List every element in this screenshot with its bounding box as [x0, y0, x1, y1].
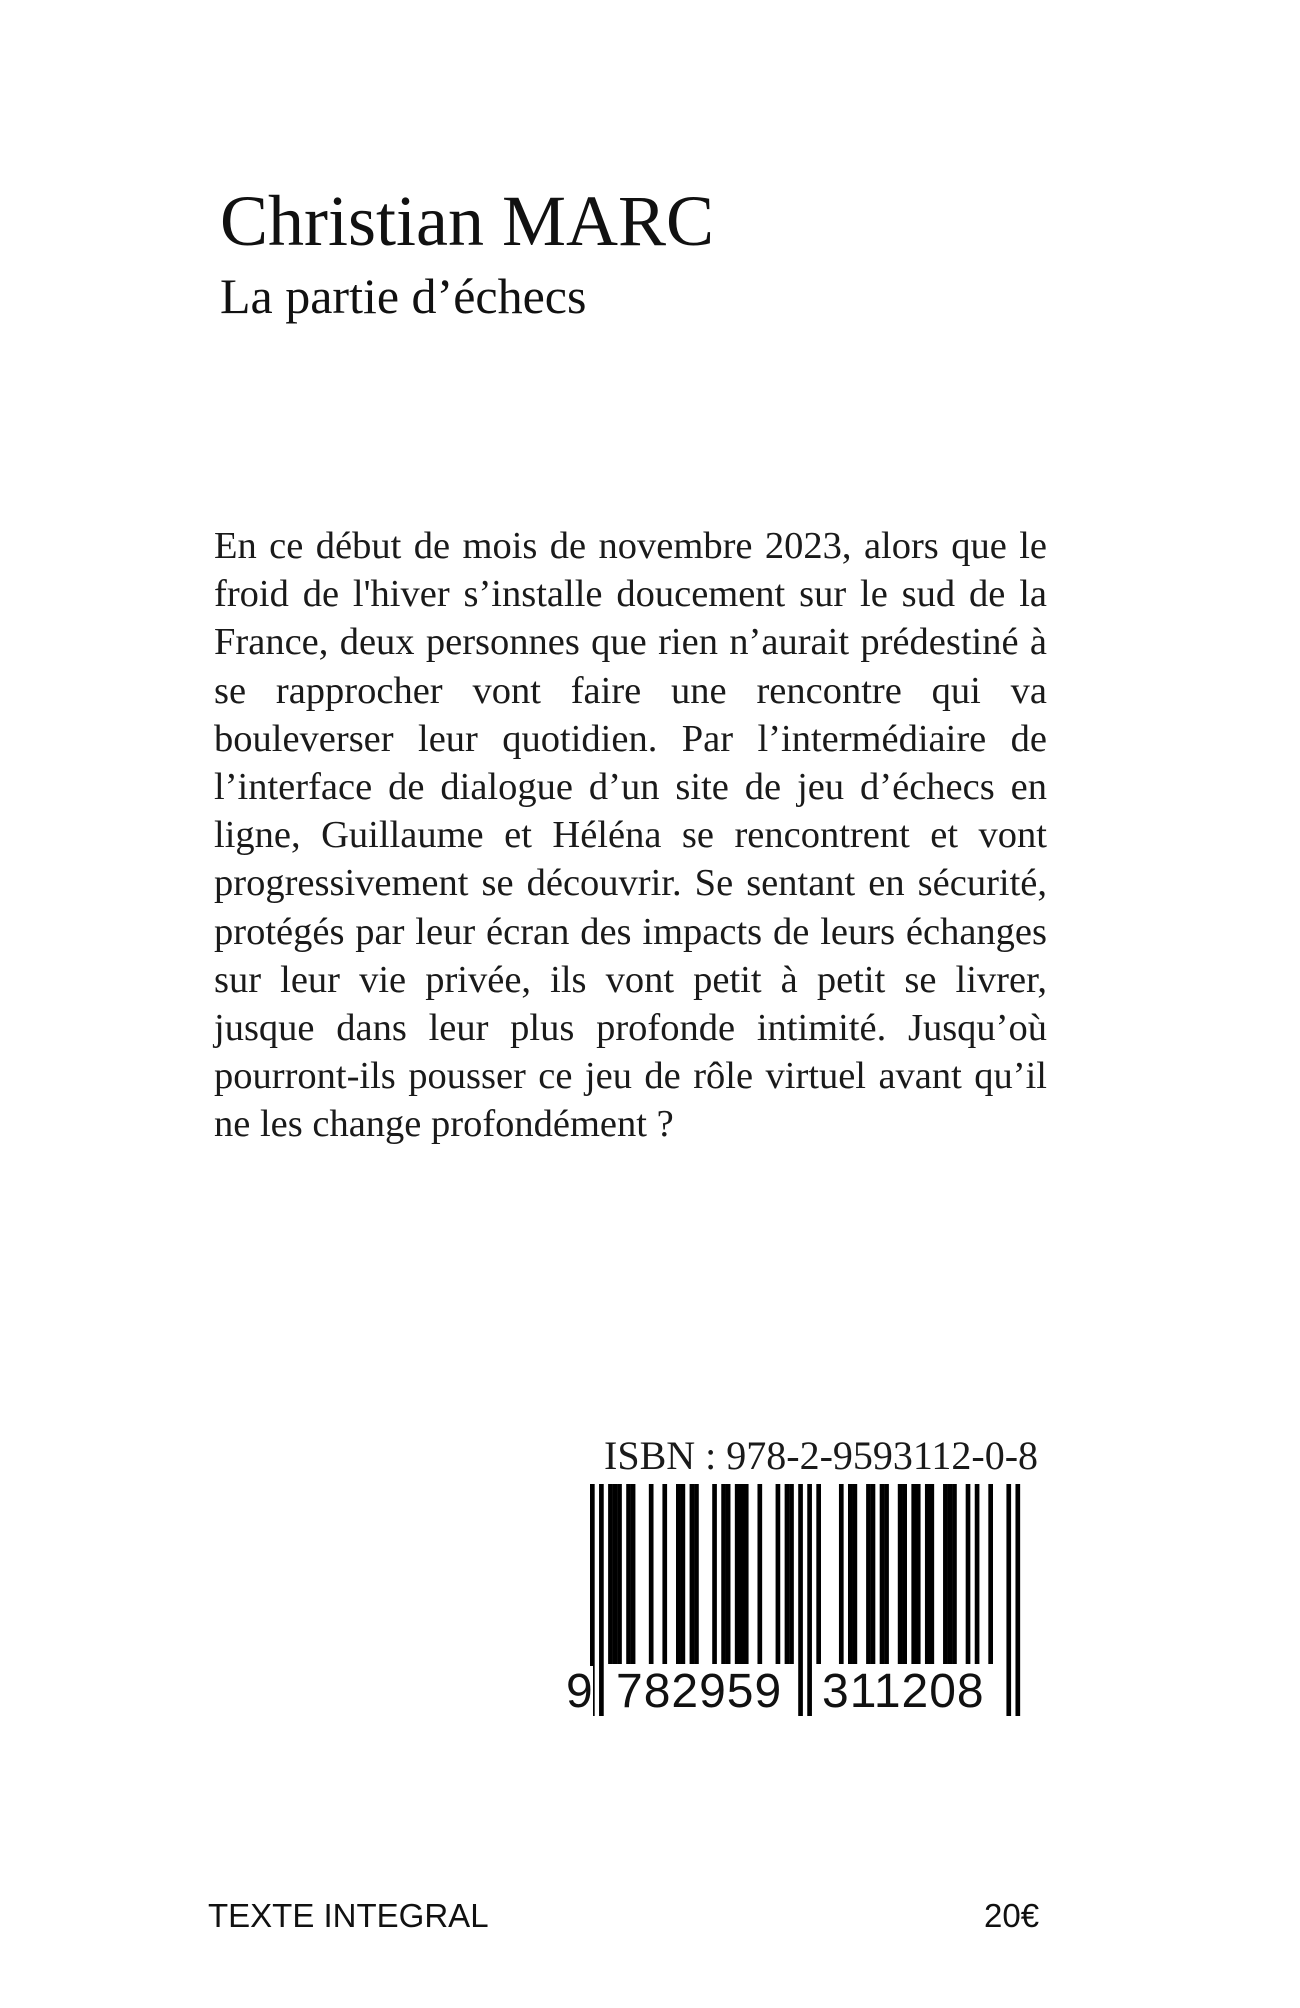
barcode-bar — [853, 1484, 858, 1664]
barcode-bar — [925, 1484, 930, 1664]
barcode-bar — [975, 1484, 980, 1664]
barcode-bar — [866, 1484, 871, 1664]
barcode-bar — [911, 1484, 916, 1664]
book-title: La partie d’échecs — [220, 268, 587, 324]
barcode-bar — [789, 1484, 794, 1664]
barcode-bar — [776, 1484, 781, 1664]
barcode-bar — [871, 1484, 876, 1664]
barcode-bar — [966, 1484, 971, 1664]
barcode-left-digits: 782959 — [616, 1665, 783, 1718]
barcode-right-digits: 311208 — [822, 1665, 985, 1718]
barcode-guard-bar — [807, 1484, 812, 1716]
barcode-bar — [816, 1484, 821, 1664]
barcode-bar — [735, 1484, 740, 1664]
barcode-bar — [902, 1484, 907, 1664]
barcode-bar — [712, 1484, 717, 1664]
barcode-bar — [898, 1484, 903, 1664]
barcode-bar — [948, 1484, 953, 1664]
barcode-bar — [739, 1484, 744, 1664]
barcode-bar — [744, 1484, 749, 1664]
barcode-bar — [608, 1484, 613, 1664]
barcode-bar — [880, 1484, 885, 1664]
book-summary: En ce début de mois de novembre 2023, alors que le froid de l'hiver s’installe doucement sur le sud de la France, deux personnes que rien n’aurait prédestiné à se rapprocher vont faire une rencontre qui va bouleverser leur quotidien. Par l’intermédiaire de l’interface de dialogue d’un site de jeu d’échecs en ligne, Guillaume et Héléna se rencontrent et vont progressivement se découvrir. Se sentant en sécurité, protégés par leur écran des impacts de leurs échanges sur leur vie privée, ils vont petit à petit se livrer, jusque dans leur plus profonde intimité. Jusqu’où pourront-ils pousser ce jeu de rôle virtuel avant qu’il ne les change profondément ? — [214, 525, 1047, 1146]
barcode-guard-bar — [1015, 1484, 1020, 1716]
barcode-bar — [884, 1484, 889, 1664]
barcode-bar — [626, 1484, 631, 1664]
barcode-bar — [662, 1484, 667, 1664]
barcode-bar — [726, 1484, 731, 1664]
barcode-bar — [943, 1484, 948, 1664]
barcode-bar — [952, 1484, 957, 1664]
barcode-first-digit: 9 — [566, 1665, 593, 1718]
barcode-bar — [757, 1484, 762, 1664]
barcode-bar — [848, 1484, 853, 1664]
barcode-bar — [681, 1484, 686, 1664]
barcode-bar — [929, 1484, 934, 1664]
author-name: Christian MARC — [220, 181, 715, 261]
barcode-bar — [617, 1484, 622, 1664]
barcode-bar — [916, 1484, 921, 1664]
barcode-guard-bar — [1006, 1484, 1011, 1716]
barcode-bar — [649, 1484, 654, 1664]
barcode-bar — [631, 1484, 636, 1664]
barcode-bar — [988, 1484, 993, 1664]
price-label: 20€ — [984, 1897, 1040, 1934]
barcode-bar — [676, 1484, 681, 1664]
barcode-bar — [721, 1484, 726, 1664]
edition-label: TEXTE INTEGRAL — [208, 1897, 489, 1934]
barcode-bar — [839, 1484, 844, 1664]
barcode-bar — [613, 1484, 618, 1664]
barcode-bar — [694, 1484, 699, 1664]
barcode-bar — [690, 1484, 695, 1664]
barcode-guard-bar — [798, 1484, 803, 1716]
barcode-bar — [785, 1484, 790, 1664]
barcode-guard-bar — [599, 1484, 604, 1716]
isbn-label: ISBN : 978-2-9593112-0-8 — [604, 1433, 1039, 1478]
